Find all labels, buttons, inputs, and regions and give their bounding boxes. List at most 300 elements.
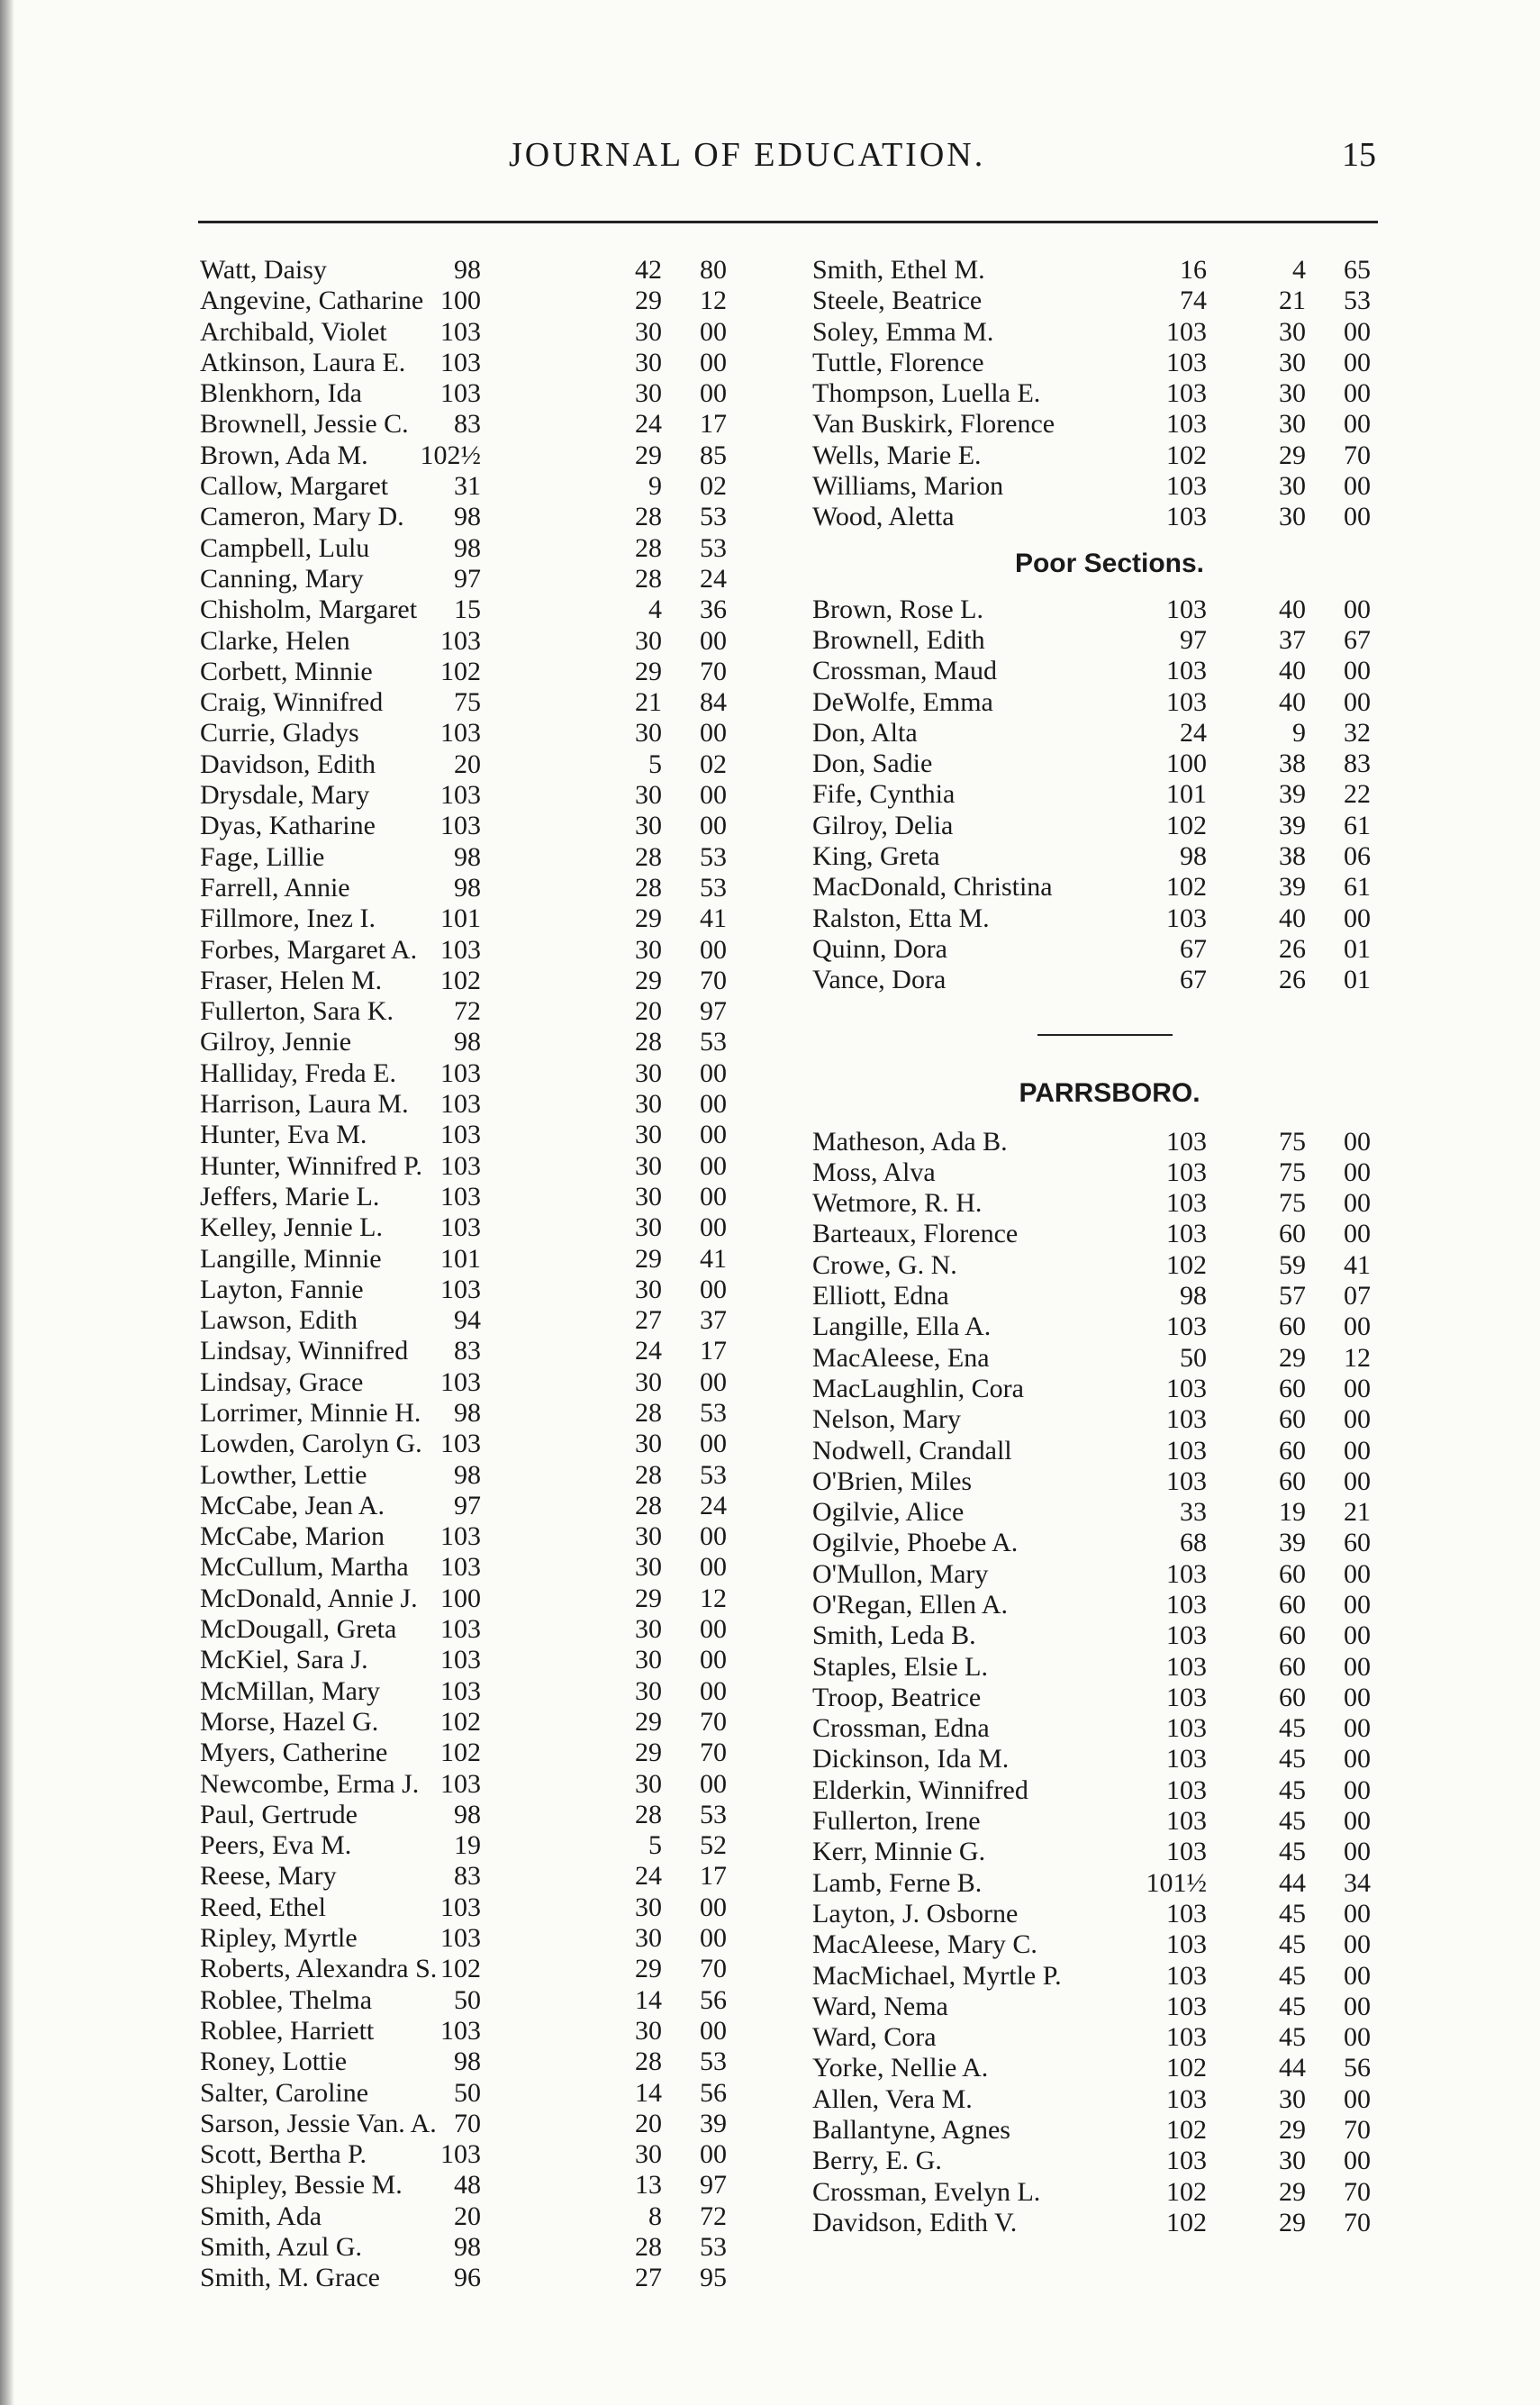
- table-row: [812, 687, 1371, 718]
- grant-dollars: 57: [1279, 1281, 1306, 1311]
- teacher-name: Don, Sadie: [812, 749, 933, 779]
- teacher-name: Ogilvie, Alice: [812, 1497, 965, 1528]
- grant-cents: 53: [700, 1799, 727, 1829]
- right-column: [812, 255, 1371, 2238]
- teacher-name: Paul, Gertrude: [200, 1799, 358, 1829]
- table-row: [812, 1992, 1371, 2022]
- days-taught: 98: [1180, 1281, 1207, 1311]
- teacher-name: Allen, Vera M.: [812, 2083, 973, 2114]
- grant-cents: 00: [700, 718, 727, 749]
- table-row: [812, 1311, 1371, 1342]
- grant-dollars: 60: [1279, 1589, 1306, 1620]
- grant-cents: 56: [700, 1984, 727, 2015]
- grant-dollars: 4: [648, 594, 662, 625]
- days-taught: 102: [1166, 872, 1207, 903]
- days-taught: 94: [454, 1305, 481, 1336]
- days-taught: 102: [1166, 2176, 1207, 2207]
- poor-sections-heading: Poor Sections.: [1014, 548, 1205, 578]
- grant-dollars: 30: [635, 378, 662, 409]
- days-taught: 24: [1180, 717, 1207, 748]
- teacher-name: Matheson, Ada B.: [812, 1126, 1008, 1157]
- teacher-name: Harrison, Laura M.: [200, 1089, 409, 1120]
- grant-dollars: 60: [1279, 1620, 1306, 1651]
- grant-cents: 41: [700, 903, 727, 934]
- grant-cents: 00: [1344, 1806, 1371, 1837]
- grant-cents: 00: [1344, 1188, 1371, 1219]
- days-taught: 103: [1166, 1991, 1207, 2021]
- teacher-name: Troop, Beatrice: [812, 1682, 982, 1712]
- grant-dollars: 45: [1279, 1837, 1306, 1867]
- days-taught: 70: [454, 2108, 481, 2138]
- days-taught: 33: [1180, 1497, 1207, 1528]
- grant-cents: 70: [1344, 2115, 1371, 2146]
- grant-dollars: 45: [1279, 1991, 1306, 2021]
- parrsboro-list: [812, 1127, 1371, 2239]
- grant-dollars: 29: [635, 1738, 662, 1768]
- teacher-name: Dyas, Katharine: [200, 811, 376, 841]
- teacher-name: Currie, Gladys: [200, 718, 359, 749]
- teacher-name: Lindsay, Grace: [200, 1366, 364, 1397]
- table-row: [812, 1466, 1371, 1497]
- grant-dollars: 26: [1279, 933, 1306, 964]
- table-row: [200, 2016, 767, 2047]
- teacher-name: MacDonald, Christina: [812, 872, 1053, 903]
- teacher-name: Salter, Caroline: [200, 2077, 369, 2108]
- table-row: [200, 1027, 767, 1057]
- grant-dollars: 30: [635, 780, 662, 811]
- teacher-name: Reed, Ethel: [200, 1892, 326, 1922]
- teacher-name: Reese, Mary: [200, 1861, 337, 1892]
- days-taught: 103: [1166, 347, 1207, 377]
- grant-cents: 00: [1344, 1558, 1371, 1589]
- table-row: [200, 409, 767, 440]
- days-taught: 102: [1166, 810, 1207, 840]
- grant-cents: 53: [700, 1459, 727, 1490]
- grant-cents: 00: [700, 1057, 727, 1088]
- table-row: [812, 2084, 1371, 2115]
- grant-dollars: 39: [1279, 1528, 1306, 1558]
- days-taught: 102: [1166, 1249, 1207, 1280]
- table-row: [200, 1769, 767, 1800]
- grant-dollars: 28: [635, 1459, 662, 1490]
- teacher-name: Clarke, Helen: [200, 625, 350, 656]
- teacher-name: Roblee, Thelma: [200, 1984, 373, 2015]
- teacher-name: Cameron, Mary D.: [200, 502, 404, 532]
- days-taught: 98: [454, 255, 481, 285]
- teacher-name: Shipley, Bessie M.: [200, 2170, 403, 2201]
- grant-dollars: 21: [1279, 286, 1306, 316]
- days-taught: 103: [1166, 1960, 1207, 1991]
- table-row: [812, 965, 1371, 995]
- grant-dollars: 40: [1279, 686, 1306, 717]
- grant-dollars: 29: [635, 1243, 662, 1274]
- table-row: [200, 1861, 767, 1892]
- table-row: [812, 255, 1371, 286]
- teacher-name: Tuttle, Florence: [812, 347, 984, 377]
- page-header: [0, 135, 1540, 189]
- days-taught: 103: [1166, 1558, 1207, 1589]
- grant-cents: 00: [1344, 1774, 1371, 1805]
- grant-cents: 00: [1344, 2083, 1371, 2114]
- grant-cents: 70: [700, 1738, 727, 1768]
- days-taught: 100: [440, 286, 481, 316]
- grant-dollars: 45: [1279, 1929, 1306, 1960]
- page-number: 15: [1342, 136, 1376, 174]
- teacher-name: Craig, Winnifred: [200, 687, 384, 718]
- grant-dollars: 30: [1279, 378, 1306, 409]
- table-row: [200, 1275, 767, 1305]
- grant-dollars: 14: [635, 1984, 662, 2015]
- table-row: [812, 1775, 1371, 1806]
- teacher-name: Davidson, Edith: [200, 749, 376, 779]
- table-row: [200, 1089, 767, 1120]
- days-taught: 97: [454, 563, 481, 594]
- days-taught: 103: [1166, 409, 1207, 440]
- grant-dollars: 30: [635, 1521, 662, 1552]
- table-row: [200, 1892, 767, 1923]
- days-taught: 100: [1166, 749, 1207, 779]
- grant-dollars: 30: [635, 1181, 662, 1212]
- teacher-name: McDonald, Annie J.: [200, 1583, 418, 1613]
- teacher-name: Fraser, Helen M.: [200, 965, 383, 995]
- table-row: [812, 841, 1371, 872]
- table-row: [200, 1614, 767, 1645]
- days-taught: 103: [1166, 1373, 1207, 1403]
- table-row: [200, 1552, 767, 1583]
- header-rule: [198, 221, 1378, 223]
- grant-cents: 01: [1344, 933, 1371, 964]
- grant-cents: 00: [1344, 1466, 1371, 1496]
- teacher-name: Lorrimer, Minnie H.: [200, 1397, 421, 1428]
- days-taught: 103: [1166, 2146, 1207, 2176]
- days-taught: 103: [1166, 1774, 1207, 1805]
- grant-dollars: 4: [1292, 255, 1306, 285]
- grant-dollars: 29: [1279, 440, 1306, 470]
- grant-dollars: 75: [1279, 1157, 1306, 1187]
- table-row: [200, 2201, 767, 2232]
- grant-cents: 17: [700, 409, 727, 440]
- days-taught: 19: [454, 1830, 481, 1861]
- grant-dollars: 29: [635, 286, 662, 316]
- days-taught: 102: [1166, 2207, 1207, 2237]
- teacher-name: Smith, Ada: [200, 2201, 322, 2231]
- days-taught: 103: [1166, 502, 1207, 532]
- grant-dollars: 30: [635, 811, 662, 841]
- grant-dollars: 60: [1279, 1404, 1306, 1435]
- days-taught: 98: [454, 2047, 481, 2077]
- teacher-name: Fillmore, Inez I.: [200, 903, 376, 934]
- days-taught: 103: [440, 1614, 481, 1645]
- grant-cents: 00: [1344, 1651, 1371, 1682]
- grant-cents: 83: [1344, 749, 1371, 779]
- grant-dollars: 44: [1279, 2053, 1306, 2083]
- grant-cents: 01: [1344, 965, 1371, 995]
- grant-cents: 80: [700, 255, 727, 285]
- teacher-name: Smith, Leda B.: [812, 1620, 976, 1651]
- table-row: [200, 1738, 767, 1768]
- table-row: [200, 2139, 767, 2170]
- grant-cents: 00: [700, 625, 727, 656]
- table-row: [200, 1645, 767, 1675]
- table-row: [812, 903, 1371, 934]
- teacher-name: Brownell, Edith: [812, 624, 985, 655]
- grant-dollars: 60: [1279, 1682, 1306, 1712]
- teacher-name: King, Greta: [812, 841, 940, 872]
- grant-dollars: 45: [1279, 1713, 1306, 1744]
- grant-cents: 00: [1344, 1713, 1371, 1744]
- teacher-name: Nelson, Mary: [812, 1404, 961, 1435]
- days-taught: 103: [440, 718, 481, 749]
- grant-cents: 41: [1344, 1249, 1371, 1280]
- days-taught: 103: [1166, 316, 1207, 347]
- days-taught: 102: [1166, 440, 1207, 470]
- grant-cents: 52: [700, 1830, 727, 1861]
- grant-dollars: 42: [635, 255, 662, 285]
- table-row: [812, 2208, 1371, 2238]
- table-row: [200, 317, 767, 348]
- table-row: [200, 1923, 767, 1954]
- days-taught: 103: [1166, 1466, 1207, 1496]
- days-taught: 103: [440, 1768, 481, 1799]
- left-column: [200, 255, 767, 2294]
- teacher-name: Fullerton, Irene: [812, 1806, 981, 1837]
- grant-cents: 53: [700, 532, 727, 563]
- days-taught: 103: [1166, 686, 1207, 717]
- grant-cents: 53: [1344, 286, 1371, 316]
- grant-dollars: 60: [1279, 1219, 1306, 1249]
- teacher-name: Steele, Beatrice: [812, 286, 983, 316]
- grant-dollars: 30: [635, 1675, 662, 1706]
- grant-cents: 00: [700, 1120, 727, 1150]
- table-row: [200, 749, 767, 780]
- table-row: [200, 1367, 767, 1398]
- table-row: [200, 471, 767, 502]
- teacher-name: Gilroy, Jennie: [200, 1027, 352, 1057]
- grant-cents: 00: [700, 1768, 727, 1799]
- grant-dollars: 27: [635, 1305, 662, 1336]
- days-taught: 98: [1180, 841, 1207, 872]
- grant-dollars: 30: [635, 718, 662, 749]
- days-taught: 16: [1180, 255, 1207, 285]
- grant-dollars: 28: [635, 1397, 662, 1428]
- table-row: [200, 1120, 767, 1150]
- teacher-name: Langille, Minnie: [200, 1243, 382, 1274]
- teacher-name: Ogilvie, Phoebe A.: [812, 1528, 1019, 1558]
- teacher-name: Fife, Cynthia: [812, 779, 956, 810]
- grant-dollars: 28: [635, 1490, 662, 1520]
- days-taught: 103: [1166, 656, 1207, 686]
- teacher-name: Fage, Lillie: [200, 841, 325, 872]
- teacher-name: Watt, Daisy: [200, 255, 327, 285]
- grant-cents: 24: [700, 1490, 727, 1520]
- grant-cents: 00: [1344, 1929, 1371, 1960]
- teacher-name: Farrell, Annie: [200, 872, 350, 903]
- grant-dollars: 29: [635, 656, 662, 686]
- days-taught: 103: [440, 1181, 481, 1212]
- grant-cents: 00: [1344, 1620, 1371, 1651]
- teacher-name: Brown, Ada M.: [200, 440, 368, 470]
- teacher-name: Ralston, Etta M.: [812, 903, 990, 933]
- teacher-name: Morse, Hazel G.: [200, 1706, 379, 1737]
- teacher-name: Don, Alta: [812, 717, 918, 748]
- grant-dollars: 30: [635, 1614, 662, 1645]
- days-taught: 98: [454, 872, 481, 903]
- table-row: [200, 626, 767, 657]
- days-taught: 31: [454, 471, 481, 502]
- teacher-name: Atkinson, Laura E.: [200, 347, 406, 377]
- table-row: [200, 1491, 767, 1521]
- grant-dollars: 9: [648, 471, 662, 502]
- days-taught: 103: [440, 1521, 481, 1552]
- grant-cents: 02: [700, 471, 727, 502]
- days-taught: 103: [440, 1552, 481, 1583]
- table-row: [200, 2170, 767, 2201]
- grant-cents: 97: [700, 996, 727, 1027]
- grant-cents: 36: [700, 594, 727, 625]
- days-taught: 102½: [420, 440, 481, 470]
- teacher-name: Kelley, Jennie L.: [200, 1212, 383, 1243]
- days-taught: 103: [440, 1366, 481, 1397]
- table-row: [812, 1929, 1371, 1960]
- table-row: [812, 440, 1371, 471]
- teacher-name: Layton, J. Osborne: [812, 1898, 1019, 1929]
- grant-dollars: 30: [1279, 502, 1306, 532]
- table-row: [812, 1343, 1371, 1374]
- grant-cents: 00: [1344, 2022, 1371, 2053]
- grant-cents: 00: [700, 1645, 727, 1675]
- grant-dollars: 14: [635, 2077, 662, 2108]
- grant-cents: 00: [1344, 1126, 1371, 1157]
- teacher-name: Corbett, Minnie: [200, 656, 373, 686]
- teacher-name: Van Buskirk, Florence: [812, 409, 1055, 440]
- teacher-name: MacMichael, Myrtle P.: [812, 1960, 1062, 1991]
- grant-dollars: 28: [635, 872, 662, 903]
- table-row: [200, 2078, 767, 2109]
- teacher-name: Lowden, Carolyn G.: [200, 1429, 422, 1459]
- days-taught: 102: [440, 965, 481, 995]
- teacher-name: Roberts, Alexandra S.: [200, 1954, 438, 1984]
- teacher-name: Hunter, Winnifred P.: [200, 1150, 423, 1181]
- grant-dollars: 30: [635, 625, 662, 656]
- grant-dollars: 20: [635, 996, 662, 1027]
- days-taught: 103: [1166, 1435, 1207, 1466]
- grant-cents: 00: [1344, 1373, 1371, 1403]
- grant-dollars: 45: [1279, 1806, 1306, 1837]
- days-taught: 103: [1166, 1311, 1207, 1342]
- table-row: [812, 594, 1371, 625]
- days-taught: 103: [1166, 471, 1207, 502]
- teacher-name: Ripley, Myrtle: [200, 1923, 358, 1954]
- teacher-name: McMillan, Mary: [200, 1675, 380, 1706]
- grant-dollars: 24: [635, 409, 662, 440]
- teacher-name: Langille, Ella A.: [812, 1311, 992, 1342]
- teacher-name: Campbell, Lulu: [200, 532, 370, 563]
- teacher-name: Ward, Cora: [812, 2022, 937, 2053]
- teacher-name: Quinn, Dora: [812, 933, 947, 964]
- table-row: [200, 2232, 767, 2263]
- grant-dollars: 29: [635, 1706, 662, 1737]
- grant-cents: 00: [700, 1552, 727, 1583]
- grant-cents: 53: [700, 502, 727, 532]
- teacher-name: Fullerton, Sara K.: [200, 996, 394, 1027]
- teacher-name: Smith, Ethel M.: [812, 255, 985, 285]
- table-row: [200, 903, 767, 934]
- grant-dollars: 38: [1279, 841, 1306, 872]
- teacher-name: Newcombe, Erma J.: [200, 1768, 420, 1799]
- grant-cents: 00: [700, 1089, 727, 1120]
- grant-dollars: 28: [635, 1799, 662, 1829]
- days-taught: 50: [454, 1984, 481, 2015]
- table-row: [812, 409, 1371, 440]
- days-taught: 103: [440, 1057, 481, 1088]
- table-row: [200, 1985, 767, 2016]
- days-taught: 103: [440, 1429, 481, 1459]
- days-taught: 103: [1166, 1219, 1207, 1249]
- grant-dollars: 44: [1279, 1867, 1306, 1898]
- days-taught: 98: [454, 841, 481, 872]
- teacher-name: Nodwell, Crandall: [812, 1435, 1012, 1466]
- teacher-name: O'Regan, Ellen A.: [812, 1589, 1009, 1620]
- teacher-name: Staples, Elsie L.: [812, 1651, 988, 1682]
- teacher-name: Layton, Fannie: [200, 1274, 364, 1304]
- grant-cents: 00: [1344, 409, 1371, 440]
- grant-cents: 00: [1344, 903, 1371, 933]
- grant-cents: 17: [700, 1861, 727, 1892]
- table-row: [200, 718, 767, 749]
- table-row: [812, 749, 1371, 779]
- table-row: [200, 1584, 767, 1614]
- table-row: [200, 1429, 767, 1459]
- grant-cents: 95: [700, 2263, 727, 2293]
- teacher-name: Jeffers, Marie L.: [200, 1181, 380, 1212]
- table-row: [812, 1219, 1371, 1249]
- table-row: [200, 1336, 767, 1366]
- grant-dollars: 45: [1279, 1774, 1306, 1805]
- table-row: [200, 2263, 767, 2293]
- grant-cents: 70: [1344, 440, 1371, 470]
- grant-cents: 39: [700, 2108, 727, 2138]
- grant-cents: 00: [700, 378, 727, 409]
- table-row: [812, 2053, 1371, 2083]
- days-taught: 103: [440, 347, 481, 377]
- teacher-name: Barteaux, Florence: [812, 1219, 1019, 1249]
- grant-dollars: 30: [635, 2139, 662, 2170]
- table-row: [812, 1806, 1371, 1837]
- grant-dollars: 30: [635, 347, 662, 377]
- grant-cents: 02: [700, 749, 727, 779]
- grant-dollars: 75: [1279, 1188, 1306, 1219]
- grant-dollars: 30: [1279, 2146, 1306, 2176]
- grant-dollars: 8: [648, 2201, 662, 2231]
- days-taught: 97: [1180, 624, 1207, 655]
- table-row: [200, 657, 767, 687]
- grant-dollars: 28: [635, 1027, 662, 1057]
- days-taught: 103: [440, 1089, 481, 1120]
- grant-cents: 32: [1344, 717, 1371, 748]
- days-taught: 98: [454, 1459, 481, 1490]
- table-row: [200, 1707, 767, 1738]
- days-taught: 102: [440, 1738, 481, 1768]
- poor-sections-list: [812, 594, 1371, 996]
- table-row: [812, 811, 1371, 841]
- grant-dollars: 60: [1279, 1651, 1306, 1682]
- grant-cents: 84: [700, 687, 727, 718]
- grant-dollars: 30: [635, 1892, 662, 1922]
- right-top-list: [812, 255, 1371, 533]
- grant-cents: 53: [700, 1027, 727, 1057]
- grant-cents: 00: [700, 2015, 727, 2046]
- days-taught: 103: [1166, 1682, 1207, 1712]
